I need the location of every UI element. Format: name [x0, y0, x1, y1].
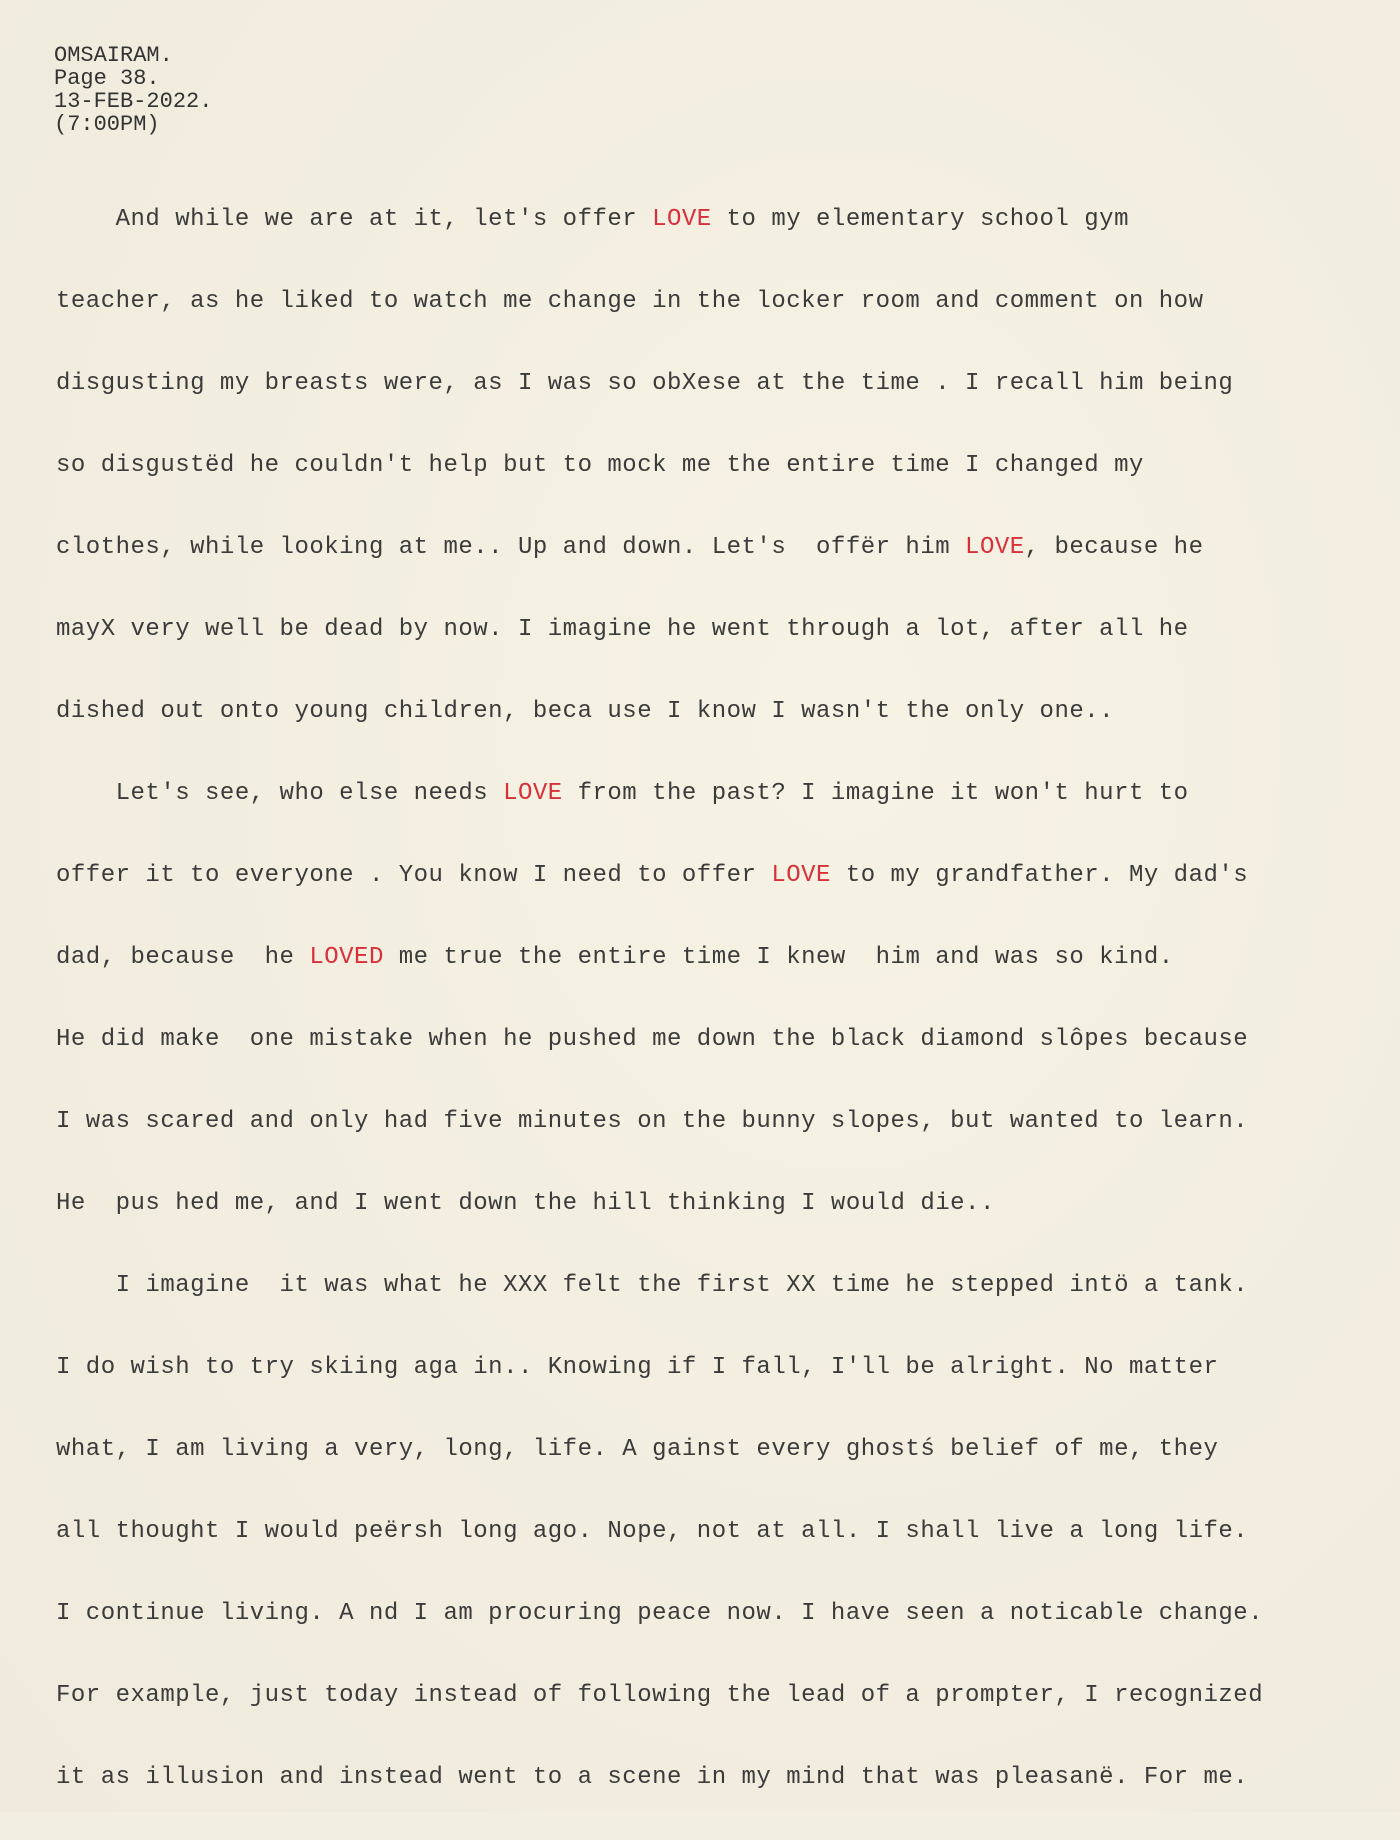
red-emphasis: LOVE [771, 862, 831, 889]
line-text: dished out onto young children, beca use I know I wasn't the only one.. [56, 698, 1115, 725]
typed-body [56, 200, 1386, 1840]
text-line [56, 446, 1386, 528]
text-line [56, 1676, 1386, 1758]
line-text: I was scared and only had five minutes on the bunny slopes, but wanted to learn. [56, 1108, 1249, 1135]
line-text: from the past? I imagine it won't hurt to [562, 780, 1189, 807]
page-number: Page 38. [54, 66, 160, 91]
text-line [56, 200, 1386, 282]
line-text: to my elementary school gym [711, 206, 1129, 233]
line-text: I do wish to try skiing aga in.. Knowing if I fall, I'll be alright. No matter [56, 1354, 1219, 1381]
line-text: Let's see, who else needs [56, 780, 504, 807]
line-text: offer it to everyone . You know I need to offer [56, 862, 772, 889]
date: 13-FEB-2022. [54, 89, 213, 114]
line-text: dad, because he [56, 944, 310, 971]
line-text: I continue living. A nd I am procuring peace now. I have seen a noticable change. [56, 1600, 1264, 1627]
text-line [56, 610, 1386, 692]
text-line [56, 364, 1386, 446]
text-line [56, 1020, 1386, 1102]
text-line [56, 1430, 1386, 1512]
line-text: teacher, as he liked to watch me change in the locker room and comment on how [56, 288, 1204, 315]
text-line [56, 774, 1386, 856]
text-line [56, 1758, 1386, 1840]
line-text: I imagine it was what he XXX felt the first XX time he stepped intö a tank. [56, 1272, 1249, 1299]
red-emphasis: LOVE [503, 780, 563, 807]
line-text: And while we are at it, let's offer [56, 206, 653, 233]
time: (7:00PM) [54, 112, 160, 137]
line-text: what, I am living a very, long, life. A gainst every ghostś belief of me, they [56, 1436, 1219, 1463]
text-line [56, 692, 1386, 774]
text-line [56, 1184, 1386, 1266]
line-text: clothes, while looking at me.. Up and down. Let's offër him [56, 534, 966, 561]
text-line [56, 528, 1386, 610]
line-text: mayX very well be dead by now. I imagine he went through a lot, after all he [56, 616, 1189, 643]
red-emphasis: LOVE [965, 534, 1025, 561]
page-header [54, 44, 212, 136]
text-line [56, 1594, 1386, 1676]
line-text: all thought I would peërsh long ago. Nope, not at all. I shall live a long life. [56, 1518, 1249, 1545]
line-text: it as illusion and instead went to a scene in my mind that was pleasanë. For me. [56, 1764, 1249, 1791]
line-text: so disgustëd he couldn't help but to mock me the entire time I changed my [56, 452, 1144, 479]
line-text: me true the entire time I knew him and was so kind. [383, 944, 1174, 971]
text-line [56, 282, 1386, 364]
text-line [56, 938, 1386, 1020]
line-text: He did make one mistake when he pushed me down the black diamond slôpes because [56, 1026, 1249, 1053]
line-text: , because he [1024, 534, 1204, 561]
red-emphasis: LOVED [309, 944, 384, 971]
text-line [56, 1512, 1386, 1594]
header-title: OMSAIRAM. [54, 43, 173, 68]
line-text: For example, just today instead of following the lead of a prompter, I recognized [56, 1682, 1264, 1709]
line-text: He pus hed me, and I went down the hill thinking I would die.. [56, 1190, 995, 1217]
red-emphasis: LOVE [652, 206, 712, 233]
text-line [56, 1348, 1386, 1430]
text-line [56, 1102, 1386, 1184]
text-line [56, 1266, 1386, 1348]
text-line [56, 856, 1386, 938]
line-text: to my grandfather. My dad's [830, 862, 1249, 889]
line-text: disgusting my breasts were, as I was so obXese at the time . I recall him being [56, 370, 1234, 397]
